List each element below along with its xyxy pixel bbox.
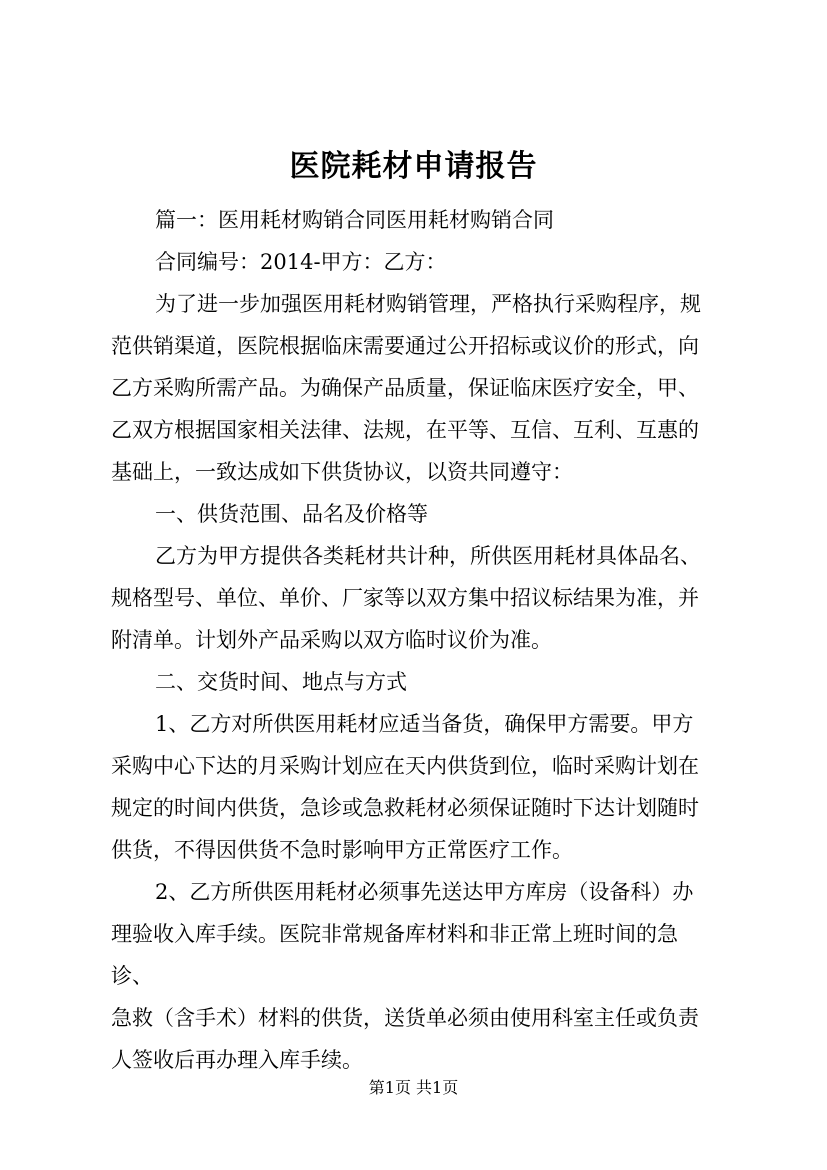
body-line: 人签收后再办理入库手续。 bbox=[111, 1048, 363, 1072]
document-body bbox=[111, 199, 718, 1081]
body-line: 采购中心下达的月采购计划应在天内供货到位，临时采购计划在 bbox=[111, 754, 699, 778]
body-line: 篇一：医用耗材购销合同医用耗材购销合同 bbox=[155, 208, 554, 232]
body-line: 基础上，一致达成如下供货协议，以资共同遵守： bbox=[111, 460, 573, 484]
document-title: 医院耗材申请报告 bbox=[289, 149, 538, 184]
page-footer: 第1页 共1页 bbox=[368, 1078, 459, 1097]
body-line: 理验收入库手续。医院非常规备库材料和非正常上班时间的急诊、 bbox=[111, 922, 678, 988]
body-line: 为了进一步加强医用耗材购销管理，严格执行采购程序，规 bbox=[155, 292, 701, 316]
body-line: 1、乙方对所供医用耗材应适当备货，确保甲方需要。甲方 bbox=[155, 712, 694, 736]
body-line: 乙双方根据国家相关法律、法规，在平等、互信、互利、互惠的 bbox=[111, 418, 699, 442]
body-line: 乙方采购所需产品。为确保产品质量，保证临床医疗安全，甲、 bbox=[111, 376, 699, 400]
body-line: 规定的时间内供货，急诊或急救耗材必须保证随时下达计划随时 bbox=[111, 796, 699, 820]
body-line: 供货，不得因供货不急时影响甲方正常医疗工作。 bbox=[111, 838, 573, 862]
body-line: 二、交货时间、地点与方式 bbox=[155, 670, 407, 694]
body-line: 范供销渠道，医院根据临床需要通过公开招标或议价的形式，向 bbox=[111, 334, 699, 358]
body-line: 急救（含手术）材料的供货，送货单必须由使用科室主任或负责 bbox=[111, 1006, 699, 1030]
body-line: 一、供货范围、品名及价格等 bbox=[155, 502, 428, 526]
body-line: 合同编号：2014-甲方：乙方： bbox=[155, 250, 447, 274]
body-line: 附清单。计划外产品采购以双方临时议价为准。 bbox=[111, 628, 552, 652]
body-line: 规格型号、单位、单价、厂家等以双方集中招议标结果为准，并 bbox=[111, 586, 699, 610]
body-line: 乙方为甲方提供各类耗材共计种，所供医用耗材具体品名、 bbox=[155, 544, 701, 568]
body-line: 2、乙方所供医用耗材必须事先送达甲方库房（设备科）办 bbox=[155, 880, 694, 904]
